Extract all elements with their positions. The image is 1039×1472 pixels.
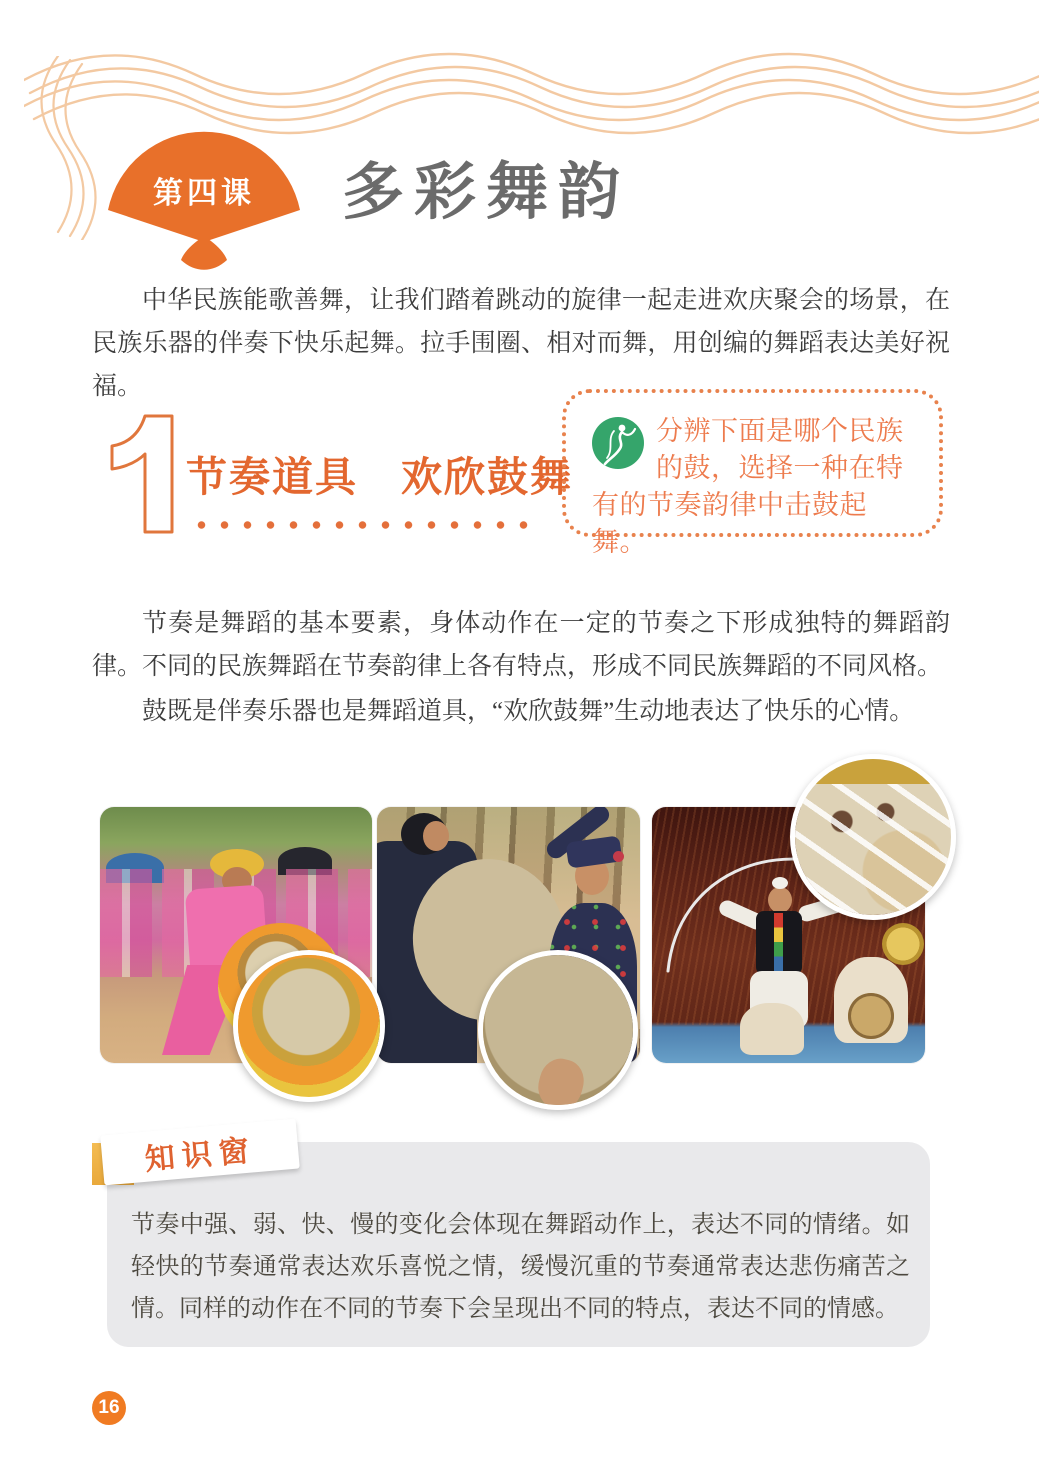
wave-decoration-left-icon bbox=[24, 56, 100, 240]
inset-janggu-closeup bbox=[790, 754, 956, 920]
body-paragraph-2: 鼓既是伴奏乐器也是舞蹈道具，“欢欣鼓舞”生动地表达了快乐的心情。 bbox=[142, 698, 915, 725]
dancer-face-shape bbox=[768, 887, 792, 913]
drummer-face-shape bbox=[423, 821, 449, 851]
activity-text: 分辨下面是哪个民族的鼓，选择一种在特有的节奏韵律中击鼓起舞。 bbox=[592, 416, 904, 557]
page-number-badge: 16 bbox=[92, 1391, 126, 1425]
lesson-badge-label: 第四课 bbox=[153, 177, 255, 210]
activity-box bbox=[562, 389, 943, 557]
gold-drum-shape bbox=[882, 923, 924, 965]
dancer-icon bbox=[592, 417, 644, 469]
section-heading: 节奏道具 欢欣鼓舞 bbox=[186, 454, 573, 500]
rainbow-sash-shape bbox=[774, 913, 783, 971]
dotted-rule bbox=[190, 520, 538, 530]
janggu-drum-shape bbox=[848, 993, 894, 1039]
knowledge-window-label: 知识窗 bbox=[143, 1134, 258, 1177]
numeral-1-icon bbox=[100, 410, 188, 538]
kneeling-dancer-shape bbox=[740, 1003, 804, 1055]
hat-flower-shape bbox=[613, 851, 624, 862]
dancer-hat-shape bbox=[772, 877, 788, 889]
page-title: 多彩舞韵 bbox=[342, 159, 631, 227]
lesson-badge bbox=[98, 124, 310, 276]
intro-paragraph: 中华民族能歌善舞，让我们踏着跳动的旋律一起走进欢庆聚会的场景，在民族乐器的伴奏下快乐起舞。拉手围圈、相对而舞，用创编的舞蹈表达美好祝福。 bbox=[92, 287, 950, 400]
body-paragraph-1: 节奏是舞蹈的基本要素，身体动作在一定的节奏之下形成独特的舞蹈韵律。不同的民族舞蹈在节奏韵律上各有特点，形成不同民族舞蹈的不同风格。 bbox=[92, 610, 950, 680]
knowledge-window-text: 节奏中强、弱、快、慢的变化会体现在舞蹈动作上，表达不同的情绪。如轻快的节奏通常表达欢乐喜悦之情，缓慢沉重的节奏通常表达悲伤痛苦之情。同样的动作在不同的节奏下会呈现出不同的特点，表达不同的情感。 bbox=[131, 1212, 910, 1322]
inset-flower-drum-closeup bbox=[233, 950, 385, 1102]
inset3-image bbox=[795, 759, 951, 915]
inset-frame-drum-closeup bbox=[478, 950, 638, 1110]
inset1-image bbox=[238, 955, 380, 1097]
section-number bbox=[100, 410, 188, 538]
